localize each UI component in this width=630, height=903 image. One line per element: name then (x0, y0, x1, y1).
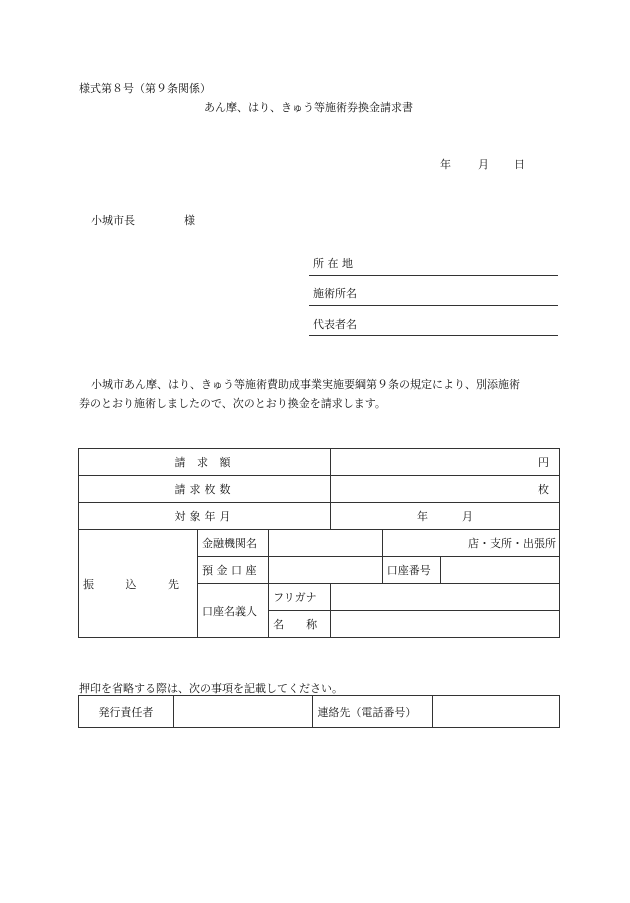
date-day-label: 日 (514, 158, 525, 171)
target-month-field[interactable] (331, 503, 560, 530)
account-number-field[interactable] (441, 557, 560, 584)
target-month-unit: 月 (462, 510, 474, 523)
issuer-field[interactable] (173, 696, 313, 728)
issuer-label: 発行責任者 (79, 696, 174, 728)
contact-table (78, 695, 560, 728)
claim-amount-label: 請 求 額 (79, 449, 331, 476)
contact-field[interactable] (433, 696, 560, 728)
account-type-label: 預 金 口 座 (198, 557, 269, 584)
claim-amount-field[interactable] (331, 449, 560, 476)
addressee-name: 小城市長 (91, 214, 135, 227)
addressee-honorific: 様 (184, 214, 195, 227)
claim-count-label: 請求枚数 (79, 476, 331, 503)
document-title: あん摩、はり、きゅう等施術券換金請求書 (204, 101, 413, 114)
holder-name-field[interactable] (331, 611, 560, 638)
claim-count-field[interactable] (331, 476, 560, 503)
target-year-unit: 年 (417, 510, 429, 523)
transfer-label: 振 込 先 (79, 530, 198, 638)
representative-label: 代表者名 (313, 318, 357, 331)
address-line[interactable] (309, 275, 558, 276)
form-number: 様式第８号（第９条関係） (79, 82, 211, 95)
date-year-label: 年 (440, 158, 451, 171)
seal-omission-note: 押印を省略する際は、次の事項を記載してください。 (79, 682, 343, 695)
furigana-label: フリガナ (269, 584, 331, 611)
account-type-field[interactable] (269, 557, 383, 584)
body-text-line2: 券のとおり施術しましたので、次のとおり換金を請求します。 (79, 397, 386, 410)
target-month-label: 対象年月 (79, 503, 331, 530)
account-number-label: 口座番号 (382, 557, 441, 584)
claim-table (78, 448, 560, 638)
furigana-field[interactable] (331, 584, 560, 611)
body-text-line1: 小城市あん摩、はり、きゅう等施術費助成事業実施要綱第９条の規定により、別添施術 (91, 378, 520, 391)
claim-count-unit: 枚 (538, 483, 549, 496)
contact-label: 連絡先（電話番号） (313, 696, 433, 728)
facility-line[interactable] (309, 305, 558, 306)
representative-line[interactable] (309, 335, 558, 336)
bank-name-label: 金融機関名 (198, 530, 269, 557)
date-month-label: 月 (478, 158, 489, 171)
address-label: 所 在 地 (313, 257, 353, 270)
bank-name-field[interactable] (269, 530, 383, 557)
branch-options: 店・支所・出張所 (468, 537, 556, 550)
facility-label: 施術所名 (313, 287, 357, 300)
account-holder-label: 口座名義人 (198, 584, 269, 638)
claim-amount-unit: 円 (538, 456, 549, 469)
branch-field[interactable] (382, 530, 559, 557)
holder-name-label: 名 称 (269, 611, 331, 638)
